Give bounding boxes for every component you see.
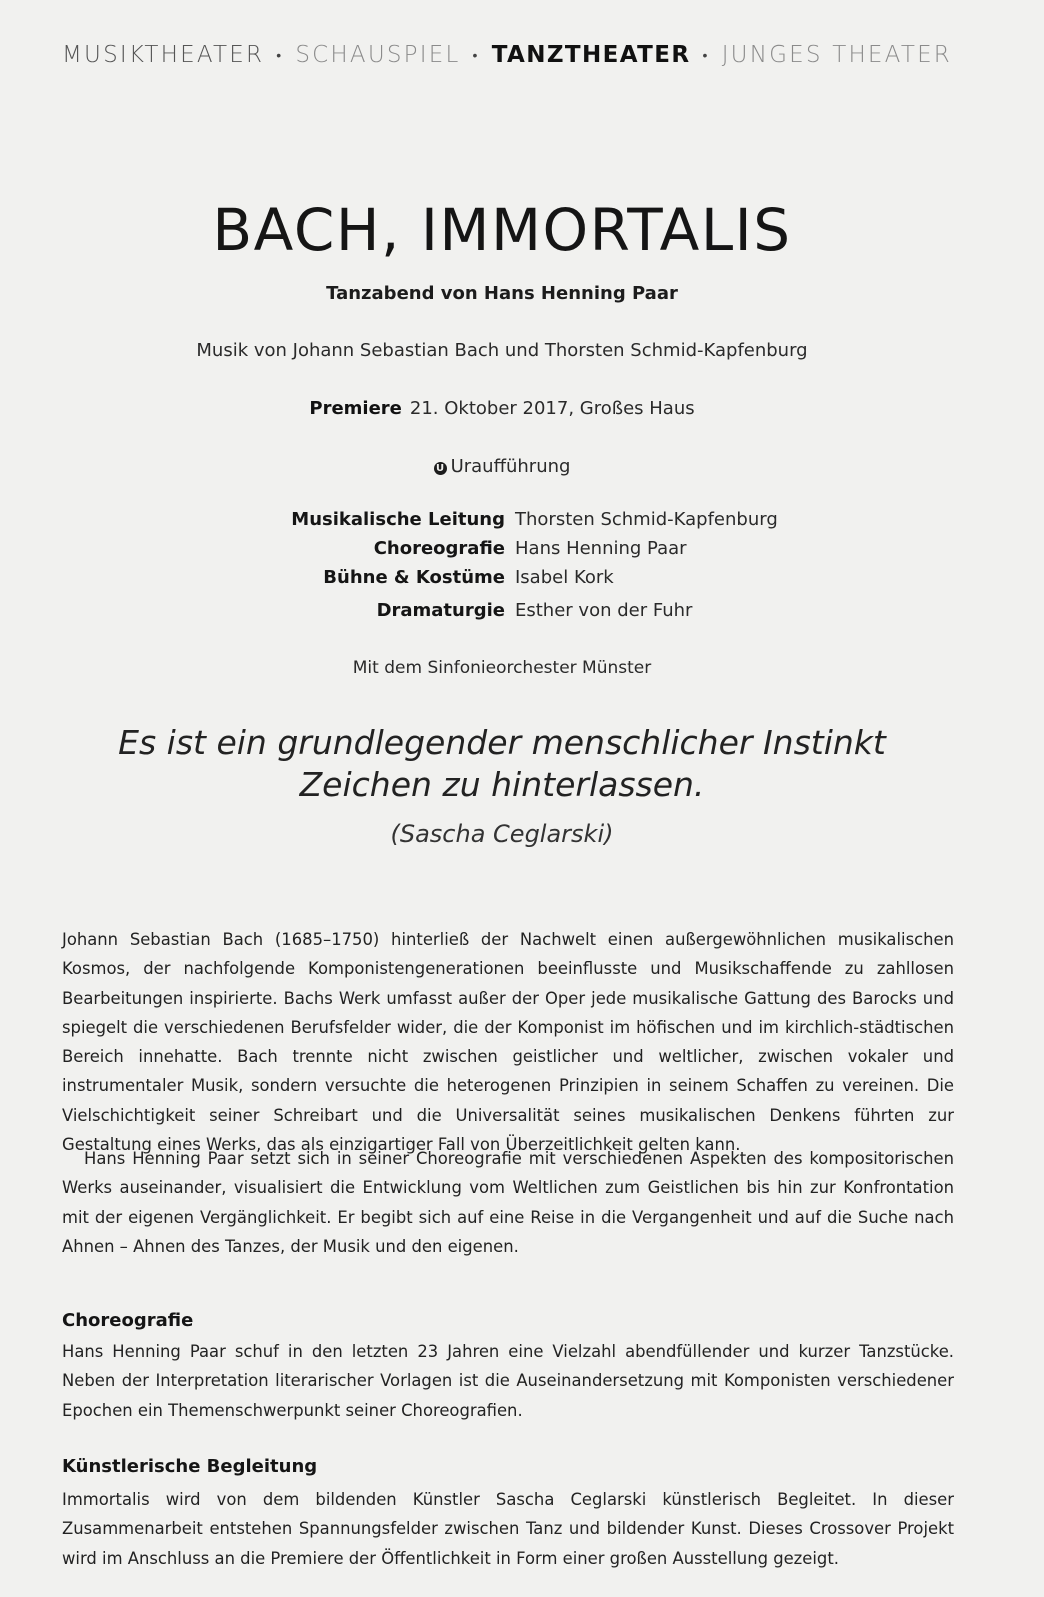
credit-label: Choreografie <box>373 538 505 559</box>
credit-row <box>200 505 800 534</box>
section-heading-begleitung: Künstlerische Begleitung <box>62 1456 318 1477</box>
credit-value: Thorsten Schmid-Kapfenburg <box>515 509 778 530</box>
urauffuehrung-icon: U <box>434 462 447 475</box>
premiere-value: 21. Oktober 2017, Großes Haus <box>409 398 695 419</box>
urauffuehrung-line <box>0 456 1004 477</box>
section-text-begleitung: Immortalis wird von dem bildenden Künstler Sascha Ceglarski künstlerisch Begleitet. In dieser Zusammenarbeit entstehen Spannungsfelder zwischen Tanz und bildender Kunst. Dieses Crossover Projekt wird im Anschluss an die Premiere der Öffentlichkeit in Form einer großen Ausstellung gezeigt. <box>62 1490 954 1568</box>
music-credit: Musik von Johann Sebastian Bach und Thorsten Schmid-Kapfenburg <box>196 340 808 361</box>
credit-value: Esther von der Fuhr <box>515 600 693 621</box>
credit-label: Musikalische Leitung <box>291 509 505 530</box>
nav-separator: • <box>472 47 480 64</box>
credit-row <box>200 534 800 563</box>
subtitle: Tanzabend von Hans Henning Paar <box>326 283 678 304</box>
credit-value: Hans Henning Paar <box>515 538 687 559</box>
section-heading-choreografie: Choreografie <box>62 1310 194 1331</box>
quote <box>0 722 1004 806</box>
credit-row <box>200 563 800 592</box>
premiere-line <box>0 398 1004 419</box>
nav-item-tanztheater[interactable]: TANZTHEATER <box>491 42 691 68</box>
section-nav <box>62 42 952 68</box>
nav-item-musiktheater[interactable]: MUSIKTHEATER <box>62 42 265 68</box>
credit-row <box>200 596 800 625</box>
quote-author: (Sascha Ceglarski) <box>390 820 614 848</box>
quote-line: Es ist ein grundlegender menschlicher Instinkt <box>118 723 886 762</box>
nav-separator: • <box>702 47 710 64</box>
premiere-label: Premiere <box>309 398 402 419</box>
credit-label: Dramaturgie <box>376 600 505 621</box>
quote-line: Zeichen zu hinterlassen. <box>299 765 705 804</box>
credit-label: Bühne & Kostüme <box>323 567 505 588</box>
nav-item-schauspiel[interactable]: SCHAUSPIEL <box>295 42 461 68</box>
section-text-choreografie: Hans Henning Paar schuf in den letzten 23 Jahren eine Vielzahl abendfüllender und kurzer Tanzstücke. Neben der Interpretation literarischer Vorlagen ist die Auseinandersetzung mit Komponisten verschiedener Epochen ein Themenschwerpunkt seiner Choreografien. <box>62 1342 954 1420</box>
page-title: BACH, IMMORTALIS <box>212 196 792 264</box>
intro-paragraph: Hans Henning Paar setzt sich in seiner Choreografie mit verschiedenen Aspekten des kompositorischen Werks auseinander, visualisiert die Entwicklung vom Weltlichen zum Geistlichen bis hin zur Konfrontation mit der eigenen Vergänglichkeit. Er begibt sich auf eine Reise in die Vergangenheit und auf die Suche nach Ahnen – Ahnen des Tanzes, der Musik und den eigenen. <box>62 1149 954 1256</box>
credits-list <box>200 505 800 625</box>
nav-item-junges-theater[interactable]: JUNGES THEATER <box>721 42 952 68</box>
orchestra-note: Mit dem Sinfonieorchester Münster <box>352 658 652 678</box>
credit-value: Isabel Kork <box>515 567 614 588</box>
urauffuehrung-label: Uraufführung <box>450 456 571 477</box>
intro-paragraph: Johann Sebastian Bach (1685–1750) hinterließ der Nachwelt einen außergewöhnlichen musikalischen Kosmos, der nachfolgende Komponistengenerationen beeinflusste und Musikschaffende zu zahllosen Bearbeitungen inspirierte. Bachs Werk umfasst außer der Oper jede musikalische Gattung des Barocks und spiegelt die verschiedenen Berufsfelder wider, die der Komponist im höfischen und im kirchlich-städtischen Bereich innehatte. Bach trennte nicht zwischen geistlicher und weltlicher, zwischen vokaler und instrumentaler Musik, sondern versuchte die heterogenen Prinzipien in seinem Schaffen zu vereinen. Die Vielschichtigkeit seiner Schreibart und die Universalität seines musikalischen Denkens führten zur Gestaltung eines Werks, das als einzigartiger Fall von Überzeitlichkeit gelten kann. <box>62 930 954 1155</box>
nav-separator: • <box>276 47 284 64</box>
